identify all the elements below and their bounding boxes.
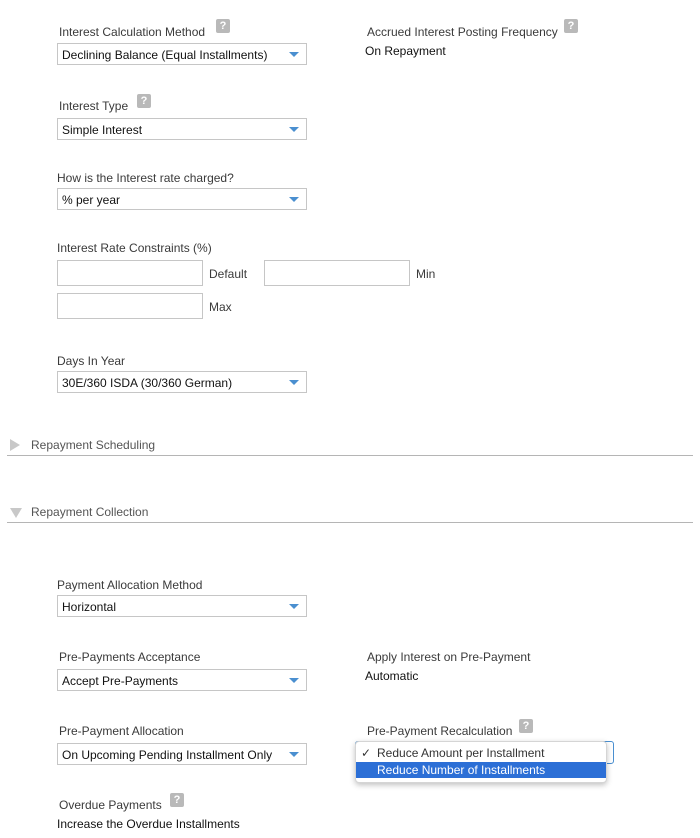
prepayment-allocation-value: On Upcoming Pending Installment Only xyxy=(62,748,273,762)
prepayments-select[interactable] xyxy=(57,669,307,691)
interest-calc-method-select[interactable] xyxy=(57,43,307,65)
prepayments-label: Pre-Payments Acceptance xyxy=(59,650,201,664)
chevron-down-icon xyxy=(289,752,299,757)
prepayments-value: Accept Pre-Payments xyxy=(62,674,179,688)
allocation-method-select[interactable] xyxy=(57,595,307,617)
chevron-right-icon xyxy=(10,439,20,451)
dropdown-option[interactable] xyxy=(356,745,606,761)
rate-constraints-label: Interest Rate Constraints (%) xyxy=(57,241,212,255)
help-icon[interactable]: ? xyxy=(170,793,184,807)
recalc-label: Pre-Payment Recalculation xyxy=(367,724,513,738)
days-in-year-select[interactable] xyxy=(57,371,307,393)
checkmark-icon: ✓ xyxy=(361,746,372,760)
prepayment-allocation-select[interactable] xyxy=(57,743,307,765)
days-in-year-label: Days In Year xyxy=(57,354,126,368)
days-in-year-value: 30E/360 ISDA (30/360 German) xyxy=(62,376,233,390)
help-icon[interactable]: ? xyxy=(519,719,533,733)
chevron-down-icon xyxy=(10,508,22,518)
rate-charged-select[interactable] xyxy=(57,188,307,210)
apply-interest-value: Automatic xyxy=(365,669,419,683)
chevron-down-icon xyxy=(289,380,299,385)
section-repayment-scheduling[interactable] xyxy=(7,435,693,456)
chevron-down-icon xyxy=(289,127,299,132)
default-rate-input[interactable] xyxy=(57,260,203,286)
interest-type-select[interactable] xyxy=(57,118,307,140)
allocation-method-value: Horizontal xyxy=(62,600,117,614)
recalc-dropdown-menu xyxy=(355,741,607,783)
default-label: Default xyxy=(209,267,248,281)
interest-type-value: Simple Interest xyxy=(62,123,143,137)
option-label: Reduce Number of Installments xyxy=(377,763,546,777)
chevron-down-icon xyxy=(289,197,299,202)
max-label: Max xyxy=(209,300,232,314)
overdue-label: Overdue Payments xyxy=(59,798,162,812)
accrued-interest-label: Accrued Interest Posting Frequency xyxy=(367,25,558,39)
interest-calc-method-value: Declining Balance (Equal Installments) xyxy=(62,48,268,62)
overdue-value: Increase the Overdue Installments xyxy=(57,817,240,831)
chevron-down-icon xyxy=(289,678,299,683)
rate-charged-label: How is the Interest rate charged? xyxy=(57,171,234,185)
accrued-interest-value: On Repayment xyxy=(365,44,446,58)
max-rate-input[interactable] xyxy=(57,293,203,319)
interest-calc-method-label: Interest Calculation Method xyxy=(59,25,206,39)
help-icon[interactable]: ? xyxy=(216,19,230,33)
section-title: Repayment Collection xyxy=(31,505,149,519)
help-icon[interactable]: ? xyxy=(564,19,578,33)
help-icon[interactable]: ? xyxy=(137,94,151,108)
prepayment-allocation-label: Pre-Payment Allocation xyxy=(59,724,184,738)
section-repayment-collection[interactable] xyxy=(7,502,693,523)
min-rate-input[interactable] xyxy=(264,260,410,286)
apply-interest-label: Apply Interest on Pre-Payment xyxy=(367,650,531,664)
min-label: Min xyxy=(416,267,436,281)
dropdown-option-highlighted[interactable] xyxy=(356,762,606,778)
option-label: Reduce Amount per Installment xyxy=(377,746,545,760)
section-title: Repayment Scheduling xyxy=(31,438,156,452)
allocation-method-label: Payment Allocation Method xyxy=(57,578,203,592)
chevron-down-icon xyxy=(289,604,299,609)
interest-type-label: Interest Type xyxy=(59,99,129,113)
chevron-down-icon xyxy=(289,52,299,57)
rate-charged-value: % per year xyxy=(62,193,121,207)
